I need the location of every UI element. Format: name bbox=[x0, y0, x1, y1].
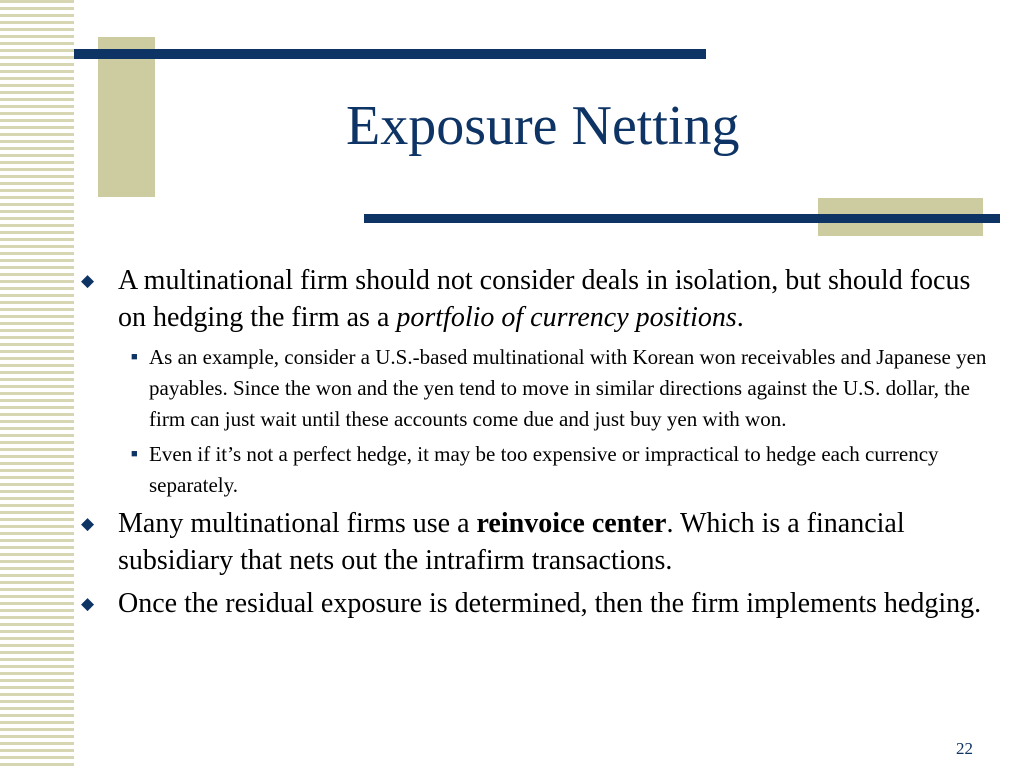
bullet-text-end: . bbox=[736, 302, 744, 333]
square-bullet-icon: ■ bbox=[131, 448, 138, 460]
bullet-text-end: . Which is a financial subsidiary that nets out the intrafirm transactions. bbox=[118, 508, 905, 576]
striped-left-margin bbox=[0, 0, 74, 768]
bullet-italic-term: portfolio of currency positions bbox=[396, 302, 737, 333]
decor-bar-top bbox=[74, 49, 706, 59]
sub-bullet-imperfect-hedge bbox=[80, 439, 1000, 501]
bullet-text: Once the residual exposure is determined, then the firm implements hedging. bbox=[118, 588, 982, 619]
bullet-portfolio bbox=[80, 262, 1000, 336]
slide-title: Exposure Netting bbox=[346, 95, 740, 157]
slide-number: 22 bbox=[956, 739, 973, 758]
bullet-list bbox=[80, 262, 1000, 628]
diamond-bullet-icon: ◆ bbox=[81, 271, 95, 290]
sub-bullet-example bbox=[80, 342, 1000, 435]
diamond-bullet-icon: ◆ bbox=[81, 594, 95, 613]
sub-bullet-text: Even if it’s not a perfect hedge, it may be too expensive or impractical to hedge each currency separately. bbox=[149, 442, 939, 497]
decor-block-left bbox=[98, 37, 155, 197]
bullet-text: Many multinational firms use a bbox=[118, 508, 477, 539]
bullet-text: A multinational firm should not consider deals in isolation, but should focus on hedging the firm as a bbox=[118, 265, 971, 333]
bullet-reinvoice-center bbox=[80, 505, 1000, 579]
bullet-bold-term: reinvoice center bbox=[476, 508, 667, 539]
bullet-residual-exposure bbox=[80, 585, 1000, 622]
decor-bar-bottom bbox=[364, 214, 1000, 223]
square-bullet-icon: ■ bbox=[131, 351, 138, 363]
sub-bullet-text: As an example, consider a U.S.-based multinational with Korean won receivables and Japanese yen payables. Since the won and the yen tend to move in similar directions against the U.S. dollar, the firm can just wait until these accounts come due and just buy yen with won. bbox=[149, 345, 987, 431]
diamond-bullet-icon: ◆ bbox=[81, 514, 95, 533]
